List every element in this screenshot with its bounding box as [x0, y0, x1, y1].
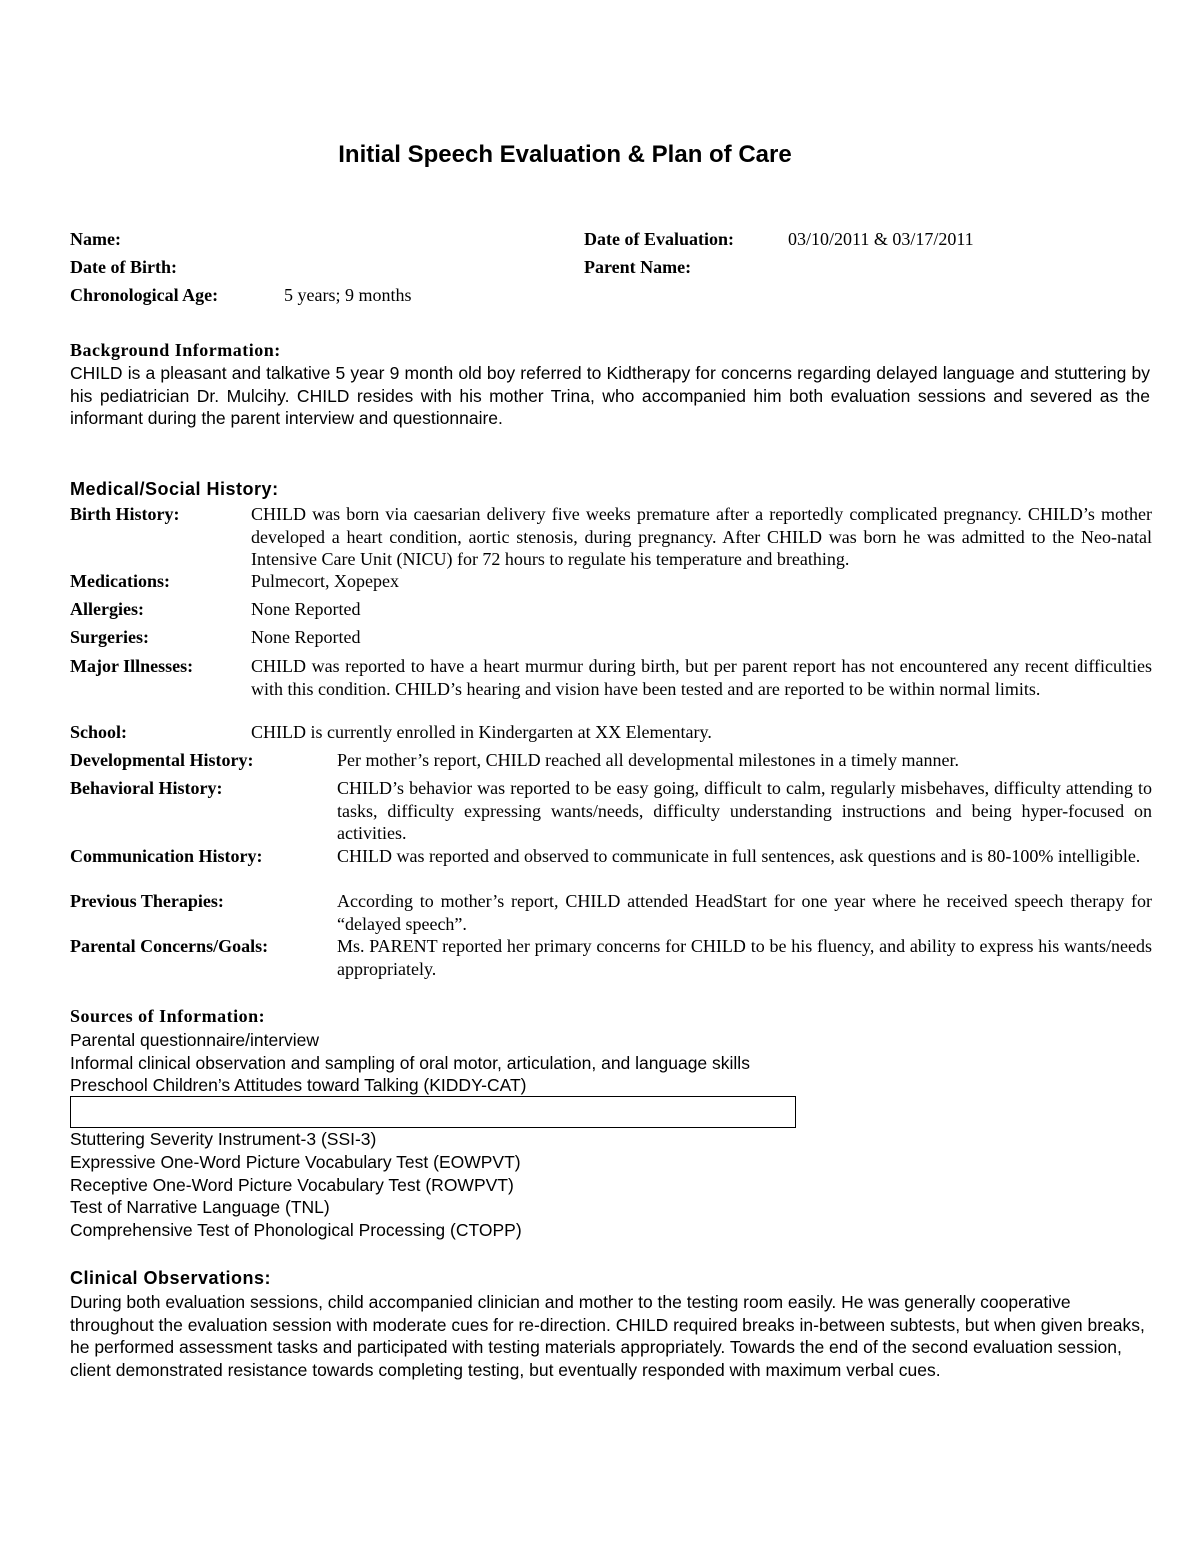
- medical-heading: Medical/Social History:: [70, 479, 279, 499]
- source-item: Test of Narrative Language (TNL): [70, 1197, 330, 1217]
- history-label: Medications:: [70, 571, 170, 591]
- clinical-heading: Clinical Observations:: [70, 1268, 272, 1288]
- source-item: Parental questionnaire/interview: [70, 1030, 320, 1050]
- source-item: Informal clinical observation and sampling of oral motor, articulation, and language skills: [70, 1053, 750, 1073]
- source-item: Receptive One-Word Picture Vocabulary Test (ROWPVT): [70, 1175, 514, 1195]
- history-label: Surgeries:: [70, 627, 149, 647]
- history-value: CHILD’s behavior was reported to be easy going, difficult to calm, regularly misbehaves, difficulty attending to tasks, difficulty expressing wants/needs, difficulty understanding instructions and being hyper-focused on activities.: [337, 778, 1152, 843]
- history-value: None Reported: [251, 599, 361, 619]
- history-value: According to mother’s report, CHILD attended HeadStart for one year where he received speech therapy for “delayed speech”.: [337, 891, 1152, 934]
- background-heading: Background Information:: [70, 340, 281, 360]
- eval-date-label: Date of Evaluation:: [584, 229, 734, 249]
- age-value: 5 years; 9 months: [284, 285, 412, 305]
- document-title: Initial Speech Evaluation & Plan of Care: [338, 141, 792, 168]
- history-label: Previous Therapies:: [70, 891, 224, 911]
- source-item: Preschool Children’s Attitudes toward Talking (KIDDY-CAT): [70, 1075, 527, 1095]
- sources-heading: Sources of Information:: [70, 1006, 266, 1026]
- history-value: Pulmecort, Xopepex: [251, 571, 399, 591]
- history-label: Allergies:: [70, 599, 144, 619]
- history-label: Behavioral History:: [70, 778, 223, 798]
- history-value: Per mother’s report, CHILD reached all developmental milestones in a timely manner.: [337, 750, 959, 770]
- eval-date-value: 03/10/2011 & 03/17/2011: [788, 229, 974, 249]
- history-value: CHILD is currently enrolled in Kindergarten at XX Elementary.: [251, 722, 712, 742]
- history-value: CHILD was born via caesarian delivery five weeks premature after a reportedly complicated pregnancy. CHILD’s mother developed a heart condition, aortic stenosis, during pregnancy. After CHILD was born he was admitted to the Neo-natal Intensive Care Unit (NICU) for 72 hours to regulate his temperature and breathing.: [251, 504, 1152, 569]
- history-label: Birth History:: [70, 504, 180, 524]
- history-label: School:: [70, 722, 128, 742]
- history-value: None Reported: [251, 627, 361, 647]
- history-label: Communication History:: [70, 846, 263, 866]
- history-label: Developmental History:: [70, 750, 254, 770]
- clinical-text: During both evaluation sessions, child accompanied clinician and mother to the testing room easily. He was generally cooperative throughout the evaluation session with moderate cues for re-direction. CHILD required breaks in-between subtests, but when given breaks, he performed assessment tasks and participated with testing materials appropriately. Towards the end of the second evaluation session, client demonstrated resistance towards completing testing, but eventually responded with maximum verbal cues.: [70, 1292, 1145, 1380]
- parent-name-label: Parent Name:: [584, 257, 692, 277]
- blank-form-box: [70, 1096, 796, 1128]
- dob-label: Date of Birth:: [70, 257, 177, 277]
- history-label: Parental Concerns/Goals:: [70, 936, 269, 956]
- name-label: Name:: [70, 229, 121, 249]
- source-item: Expressive One-Word Picture Vocabulary Test (EOWPVT): [70, 1152, 521, 1172]
- source-item: Stuttering Severity Instrument-3 (SSI-3): [70, 1129, 377, 1149]
- background-text: CHILD is a pleasant and talkative 5 year 9 month old boy referred to Kidtherapy for concerns regarding delayed language and stuttering by his pediatrician Dr. Mulcihy. CHILD resides with his mother Trina, who accompanied him both evaluation sessions and severed as the informant during the parent interview and questionnaire.: [70, 363, 1150, 429]
- history-value: CHILD was reported to have a heart murmur during birth, but per parent report has not encountered any recent difficulties with this condition. CHILD’s hearing and vision have been tested and are reported to be within normal limits.: [251, 656, 1152, 699]
- history-value: Ms. PARENT reported her primary concerns for CHILD to be his fluency, and ability to express his wants/needs appropriately.: [337, 936, 1152, 979]
- source-item: Comprehensive Test of Phonological Processing (CTOPP): [70, 1220, 522, 1240]
- age-label: Chronological Age:: [70, 285, 219, 305]
- history-value: CHILD was reported and observed to communicate in full sentences, ask questions and is 80-100% intelligible.: [337, 846, 1141, 866]
- history-label: Major Illnesses:: [70, 656, 194, 676]
